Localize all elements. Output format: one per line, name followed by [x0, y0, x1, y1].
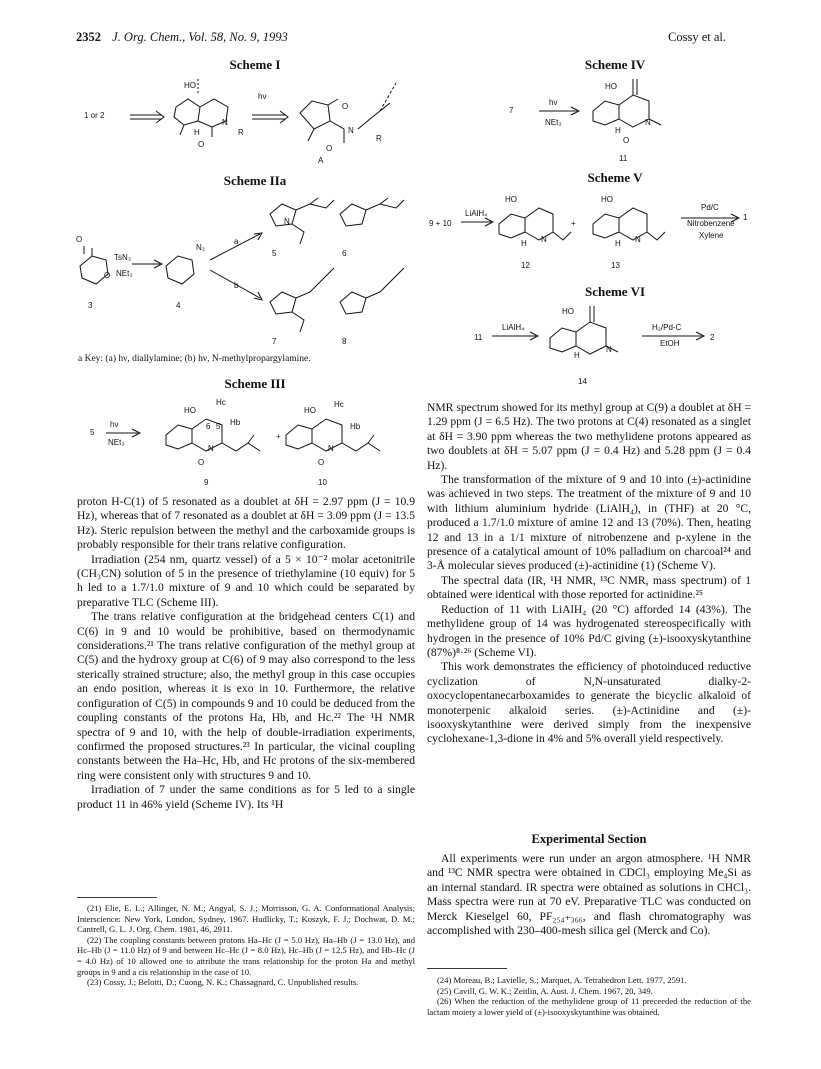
- scheme-5-h2-label: H: [615, 239, 621, 248]
- right-column: [427, 401, 751, 747]
- left-footnote-rule: [77, 897, 157, 898]
- scheme-5-n-label: N: [541, 235, 547, 244]
- compound-13-label: 13: [611, 261, 620, 270]
- scheme-3-hb-label: Hb: [230, 418, 241, 427]
- scheme-3-hc-label: Hc: [216, 398, 226, 407]
- scheme-1-amide-n-label: N: [348, 126, 354, 135]
- scheme-1-title: Scheme I: [229, 57, 281, 72]
- scheme-4-title: Scheme IV: [584, 57, 646, 72]
- scheme-6-n-label: N: [606, 345, 612, 354]
- scheme-4-o-label: O: [623, 136, 630, 145]
- scheme-3-n2-label: N: [328, 444, 334, 453]
- scheme-4-figure: [505, 75, 705, 165]
- scheme-1-r-label: R: [238, 128, 244, 137]
- scheme-6-lialh4-label: LiAlH₄: [502, 323, 525, 332]
- left-column: [77, 495, 415, 812]
- footnote-25: (25) Cavill, G. W. K.; Zeitlin, A. Aust. J. Chem. 1967, 20, 349.: [437, 985, 653, 996]
- running-head: [76, 30, 288, 45]
- scheme-5-h-label: H: [521, 239, 527, 248]
- compound-4-label: 4: [176, 301, 181, 310]
- nitrobenzene-label: Nitrobenzene: [687, 219, 735, 228]
- compound-11-label: 11: [619, 154, 628, 163]
- scheme-5-plus-label: +: [571, 219, 576, 228]
- scheme-3-hb2-label: Hb: [350, 422, 361, 431]
- xylene-label: Xylene: [699, 231, 724, 240]
- route-a-label: a: [234, 237, 239, 246]
- svg-text:+: +: [276, 432, 281, 441]
- scheme-2-figure: [70, 190, 420, 350]
- compound-5-label: 5: [272, 249, 277, 258]
- scheme-5-ho-label: HO: [505, 195, 517, 204]
- scheme-3-net3-label: NEt₃: [108, 438, 125, 447]
- scheme-1-amide-r-label: R: [376, 134, 382, 143]
- compound-9-label: 9: [204, 478, 209, 487]
- scheme-5-title: Scheme V: [587, 170, 643, 185]
- etoh-label: EtOH: [660, 339, 680, 348]
- scheme-5-ho2-label: HO: [601, 195, 613, 204]
- scheme-4-net3-label: NEt₃: [545, 118, 562, 127]
- scheme-4-n-label: N: [645, 118, 651, 127]
- right-footnotes: [427, 975, 751, 1017]
- scheme-4-hv-label: hν: [549, 98, 558, 107]
- left-paragraph-1: proton H-C(1) of 5 resonated as a doublet at δH = 2.97 ppm (J = 10.9 Hz), whereas that of 7 resonated as a doublet at δH = 3.09 ppm (J = 13.5 Hz). Steric repulsion between the methyl and the carboxamide groups is probably responsible for their trans relative configuration.: [77, 495, 415, 552]
- h2-pdc-label: H₂/Pd-C: [652, 323, 682, 332]
- footnote-26: (26) When the reduction of the methylidene group of 11 preceeded the reduction of the lactam moiety a lower yield of (±)-isooxyskytanthine was obtained.: [427, 996, 751, 1017]
- experimental-section-body: [427, 852, 751, 938]
- tsn3-label: TsN₃: [114, 253, 132, 262]
- scheme-5-n2-label: N: [635, 235, 641, 244]
- scheme-1-amide-o-label: O: [326, 144, 333, 153]
- right-paragraph-5: This work demonstrates the efficiency of photoinduced reductive cyclization of N,N-unsaturated dialky-2-oxocyclopentanecarboxamides to generate the bicyclic alkaloid of monoterpenic alkaloid series. (±)-Actinidine and (±)-isooxyskytanthine were derived simply from the inexpensive cyclohexane-1,3-dione in 4% and 5% overall yield respectively.: [427, 660, 751, 746]
- scheme-4-start-label: 7: [509, 106, 514, 115]
- scheme-3-figure: [86, 395, 412, 490]
- left-paragraph-2: Irradiation (254 nm, quartz vessel) of a 5 × 10⁻² molar acetonitrile (CH₃CN) solution of 5 in the presence of triethylamine (10 equiv) for 5 h led to a 1.7/1.0 mixture of 9 and 10 which could be separated by preparative TLC (Scheme III).: [77, 552, 415, 609]
- scheme-3-start-label: 5: [90, 428, 95, 437]
- right-paragraph-1: NMR spectrum showed for its methyl group at C(9) a doublet at δH = 1.29 ppm (J = 6.5 Hz). The two protons at C(4) resonated as a singlet at δH = 3.90 ppm whereas the two methylidene protons appeared as two doublets at δH = 5.07 ppm (J = 0.4 Hz) and 5.28 ppm (J = 0.4 Hz).: [427, 401, 752, 472]
- scheme-6-product-label: 2: [710, 333, 715, 342]
- net3-label: NEt₃: [116, 269, 133, 278]
- n2-label: N₂: [196, 243, 205, 252]
- experimental-paragraph: All experiments were run under an argon atmosphere. ¹H NMR and ¹³C NMR spectra were obtained in CDCl₃ employing Me₄Si as an internal standard. IR spectra were obtained as solutions in CHCl₃. Mass spectra were run at 70 eV. Preparative TLC was conducted on Merck Kieselgel 60, PF₂₅₄₊₃₆₆, and flash chromatography was accomplished with 230–400-mesh silica gel (Merck and Co).: [427, 852, 751, 938]
- compound-A-label: A: [318, 156, 324, 165]
- c5-n-label: N: [284, 217, 290, 226]
- scheme-6-h-label: H: [574, 351, 580, 360]
- scheme-1-ho-label: HO: [184, 81, 196, 90]
- scheme-2-key-footnote: a Key: (a) hν, diallylamine; (b) hν, N-methylpropargylamine.: [78, 354, 311, 364]
- scheme-6-ho-label: HO: [562, 307, 574, 316]
- left-paragraph-3: The trans relative configuration at the bridgehead centers C(1) and C(6) in 9 and 10 would be prohibitive, based on thermodynamic considerations.²¹ The trans relative configuration of the methyl group at C(5) and the hydroxy group at C(6) of 9 may also correspond to the less sterically strained structure; also, the methyl group in this case occupies an endo position, whereas it is exo in 10. Furthermore, the relative configuration of C(5) in compounds 9 and 10 could be deduced from the coupling constants of the protons Ha, Hb, and Hc.²² The ¹H NMR spectra of 9 and 10, with the help of double-irradiation experiments, confirmed the proposed structures.²³ In particular, the vicinal coupling constants between the Ha–Hc, Hb, and Hc protons of the six-membered ring were consistent only with structures 9 and 10.: [77, 610, 415, 782]
- scheme-3-ho-label: HO: [184, 406, 196, 415]
- scheme-5-product-label: 1: [743, 213, 748, 222]
- footnote-23: (23) Cossy, J.; Belotti, D.; Cuong, N. K.; Chassagnard, C. Unpublished results.: [87, 977, 359, 988]
- compound-7-label: 7: [272, 337, 277, 346]
- page-header: [0, 30, 821, 48]
- scheme-6-title: Scheme VI: [584, 284, 646, 299]
- compound-6-label: 6: [342, 249, 347, 258]
- footnote-24: (24) Moreau, B.; Lavielle, S.; Marquet, A. Tetrahedron Lett. 1977, 2591.: [437, 975, 687, 985]
- scheme-4-ho-label: HO: [605, 82, 617, 91]
- scheme-3-ho2-label: HO: [304, 406, 316, 415]
- compound-12-label: 12: [521, 261, 530, 270]
- scheme-1-h-label: H: [194, 128, 200, 137]
- scheme-3-hv-label: hν: [110, 420, 119, 429]
- scheme-6-start-label: 11: [474, 333, 483, 342]
- pdc-label: Pd/C: [701, 203, 719, 212]
- scheme-3-n-label: N: [208, 444, 214, 453]
- scheme-6-figure: [470, 300, 730, 390]
- scheme-1-n-label: N: [222, 118, 228, 127]
- scheme-2-o-bottom-label: O: [104, 271, 111, 280]
- scheme-2-o-top-label: O: [76, 235, 83, 244]
- compound-10-label: 10: [318, 478, 327, 487]
- compound-8-label: 8: [342, 337, 347, 346]
- scheme-2-title: Scheme IIa: [223, 173, 287, 188]
- right-paragraph-3: The spectral data (IR, ¹H NMR, ¹³C NMR, mass spectrum) of 1 obtained were identical with those reported for actinidine.²⁵: [427, 573, 751, 602]
- left-paragraph-4: Irradiation of 7 under the same conditions as for 5 led to a single product 11 in 46% yield (Scheme IV). Its ¹H: [77, 783, 415, 811]
- author-running-head: Cossy et al.: [668, 30, 726, 44]
- scheme-3-o2-label: O: [318, 458, 325, 467]
- scheme-1-figure: [80, 75, 410, 165]
- scheme-3-hc2-label: Hc: [334, 400, 344, 409]
- footnote-21: (21) Elie, E. L.; Allinger, N. M.; Angyal, S. J.; Morrisson, G. A. Conformational Analysis; Interscience: New York, London, Sydney, 1967. Hudlicky, T.; Koszyk, F. J.; Dochwat, D. M.; Cantrell, G. L. J. Org. Chem. 1981, 46, 2911.: [77, 903, 415, 935]
- left-footnotes: [77, 903, 415, 988]
- scheme-1-ketone-o-label: O: [342, 102, 349, 111]
- right-paragraph-4: Reduction of 11 with LiAlH₄ (20 °C) afforded 14 (43%). The methylidene group of 14 was hydrogenated stereospecifically with hydrogen in the presence of 10% Pd/C giving (±)-isooxyskytanthine (87%)⁸·²⁶ (Scheme VI).: [427, 602, 751, 659]
- scheme-3-title: Scheme III: [224, 376, 286, 391]
- scheme-3-ring-5-label: 5: [216, 422, 221, 431]
- scheme-1-start-label: 1 or 2: [84, 111, 105, 120]
- scheme-3-ring-6-label: 6: [206, 422, 211, 431]
- scheme-3-o-label: O: [198, 458, 205, 467]
- scheme-1-o-label: O: [198, 140, 205, 149]
- compound-3-label: 3: [88, 301, 93, 310]
- route-b-label: b: [234, 281, 239, 290]
- compound-14-label: 14: [578, 377, 587, 386]
- experimental-section-heading: Experimental Section: [531, 832, 647, 846]
- scheme-4-h-label: H: [615, 126, 621, 135]
- right-footnote-rule: [427, 968, 507, 969]
- right-paragraph-2: The transformation of the mixture of 9 and 10 into (±)-actinidine was achieved in two steps. The treatment of the mixture of 9 and 10 with lithium aluminium hydride (LiAlH₄), in (THF) at 20 °C, produced a 1.7/1.0 mixture of amine 12 and 13 (70%). Then, heating 12 and 13 in a 1/1 mixture of nitrobenzene and p-xylene in the presence of a catalytical amount of 10% palladium on charcoal²⁴ and 3-Å molecular sieves produced (±)-actinidine (1) (Scheme V).: [427, 473, 751, 573]
- scheme-5-lialh4-label: LiAlH₄: [465, 209, 488, 218]
- scheme-1-hv-label: hν: [258, 92, 267, 101]
- journal-citation: J. Org. Chem., Vol. 58, No. 9, 1993: [112, 30, 288, 44]
- scheme-5-start-label: 9 + 10: [429, 219, 452, 228]
- page-number: 2352: [76, 30, 101, 44]
- footnote-22: (22) The coupling constants between protons Ha–Hc (J = 5.0 Hz), Ha–Hb (J = 13.0 Hz), and Hc–Hb (J = 11.0 Hz) of 9 and between Hc–Hc (J = 8.0 Hz), Hc–Hb (J = 12.5 Hz), and Hb–Hc (J = 4.0 Hz) of 10 allowed one to attribute the trans relationship for the proton Ha and methyl groups in 9 and a cis relationship in the case of 10.: [77, 934, 415, 977]
- scheme-5-figure: [425, 186, 755, 276]
